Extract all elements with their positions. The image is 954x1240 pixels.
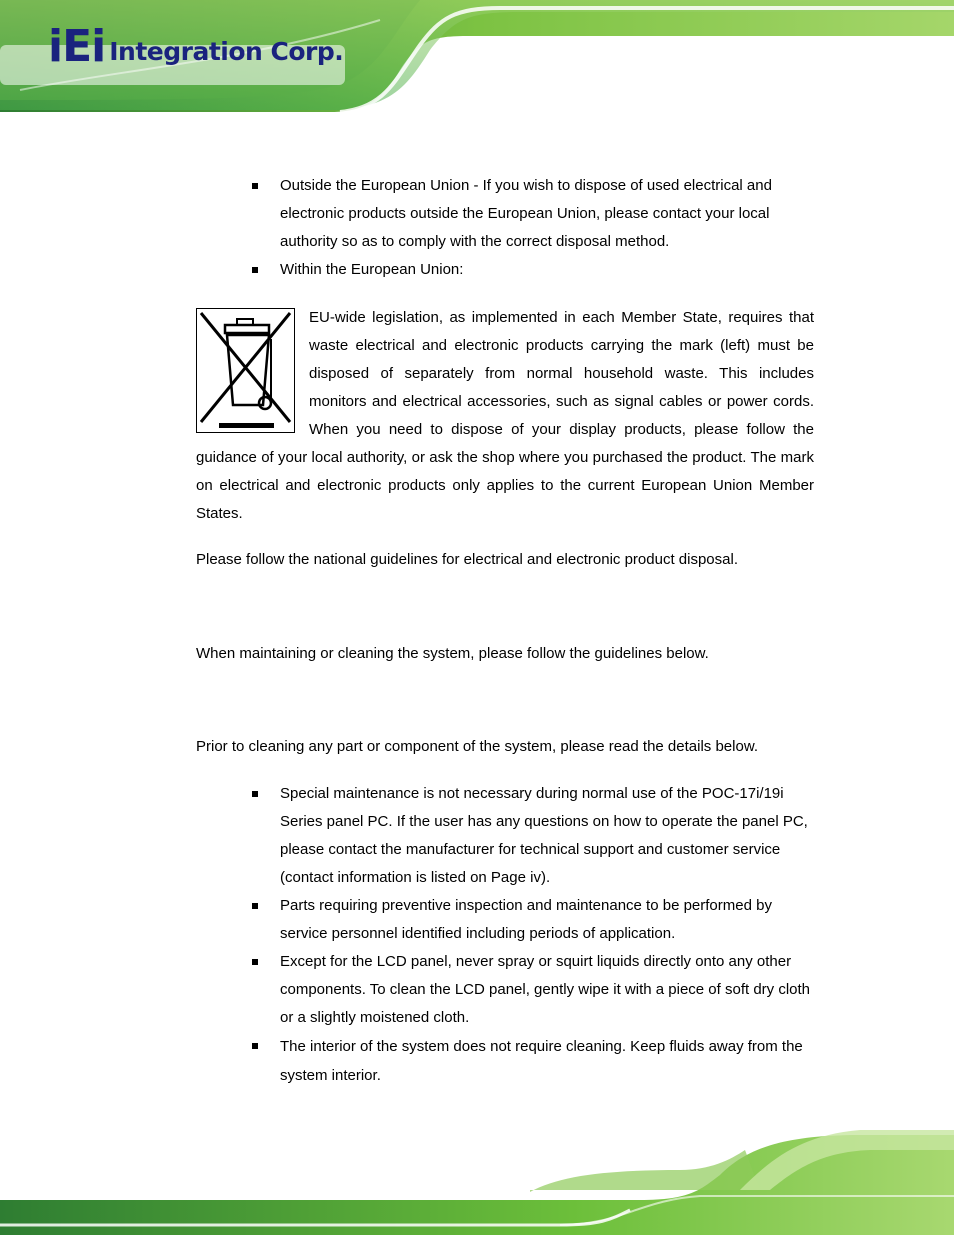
bullet-marker — [252, 1043, 258, 1049]
list-item: Except for the LCD panel, never spray or squirt liquids directly onto any other components. To clean the LCD panel, gently wipe it with a piece of soft dry cloth or a slightly moistened cloth. — [196, 948, 816, 1032]
list-item: The interior of the system does not require cleaning. Keep fluids away from the system interior. — [196, 1032, 816, 1090]
crossed-out-wheelie-bin-icon — [196, 308, 295, 433]
maintenance-list — [196, 780, 816, 1090]
bullet-marker — [252, 903, 258, 909]
cleaning-intro-text: Prior to cleaning any part or component of the system, please read the details below. — [196, 738, 758, 755]
header-banner — [0, 0, 954, 115]
disposal-list — [196, 172, 816, 284]
bullet-marker — [252, 267, 258, 273]
bullet-marker — [252, 959, 258, 965]
list-item: Parts requiring preventive inspection and maintenance to be performed by service personnel identified including periods of application. — [196, 892, 816, 948]
footer-graphic — [0, 1130, 954, 1235]
list-item: Special maintenance is not necessary during normal use of the POC-17i/19i Series panel PC. If the user has any questions on how to operate the panel PC, please contact the manufacturer for technical support and customer service (contact information is listed on Page iv). — [196, 780, 816, 892]
logo-mark: iEi — [48, 21, 106, 72]
list-item: Outside the European Union - If you wish to dispose of used electrical and electronic products outside the European Union, please contact your local authority so as to comply with the correct disposal method. — [196, 172, 816, 256]
list-item: Within the European Union: — [196, 256, 816, 284]
company-logo — [48, 21, 344, 72]
weee-section — [196, 304, 814, 528]
maintenance-intro-text: When maintaining or cleaning the system, please follow the guidelines below. — [196, 645, 709, 662]
weee-text: EU-wide legislation, as implemented in each Member State, requires that waste electrical and electronic products carrying the mark (left) must be disposed of separately from normal household waste. This includes monitors and electrical accessories, such as signal cables or power cords. When you need to dispose of your display products, please follow the guidance of your local authority, or ask the shop where you purchased the product. The mark on electrical and electronic products only applies to the current European Union Member States. — [196, 309, 814, 522]
bullet-marker — [252, 183, 258, 189]
footer-banner — [0, 1130, 954, 1235]
national-guidelines-text: Please follow the national guidelines for electrical and electronic product disposal. — [196, 551, 738, 568]
bullet-marker — [252, 791, 258, 797]
logo-name: Integration Corp. — [109, 37, 344, 66]
